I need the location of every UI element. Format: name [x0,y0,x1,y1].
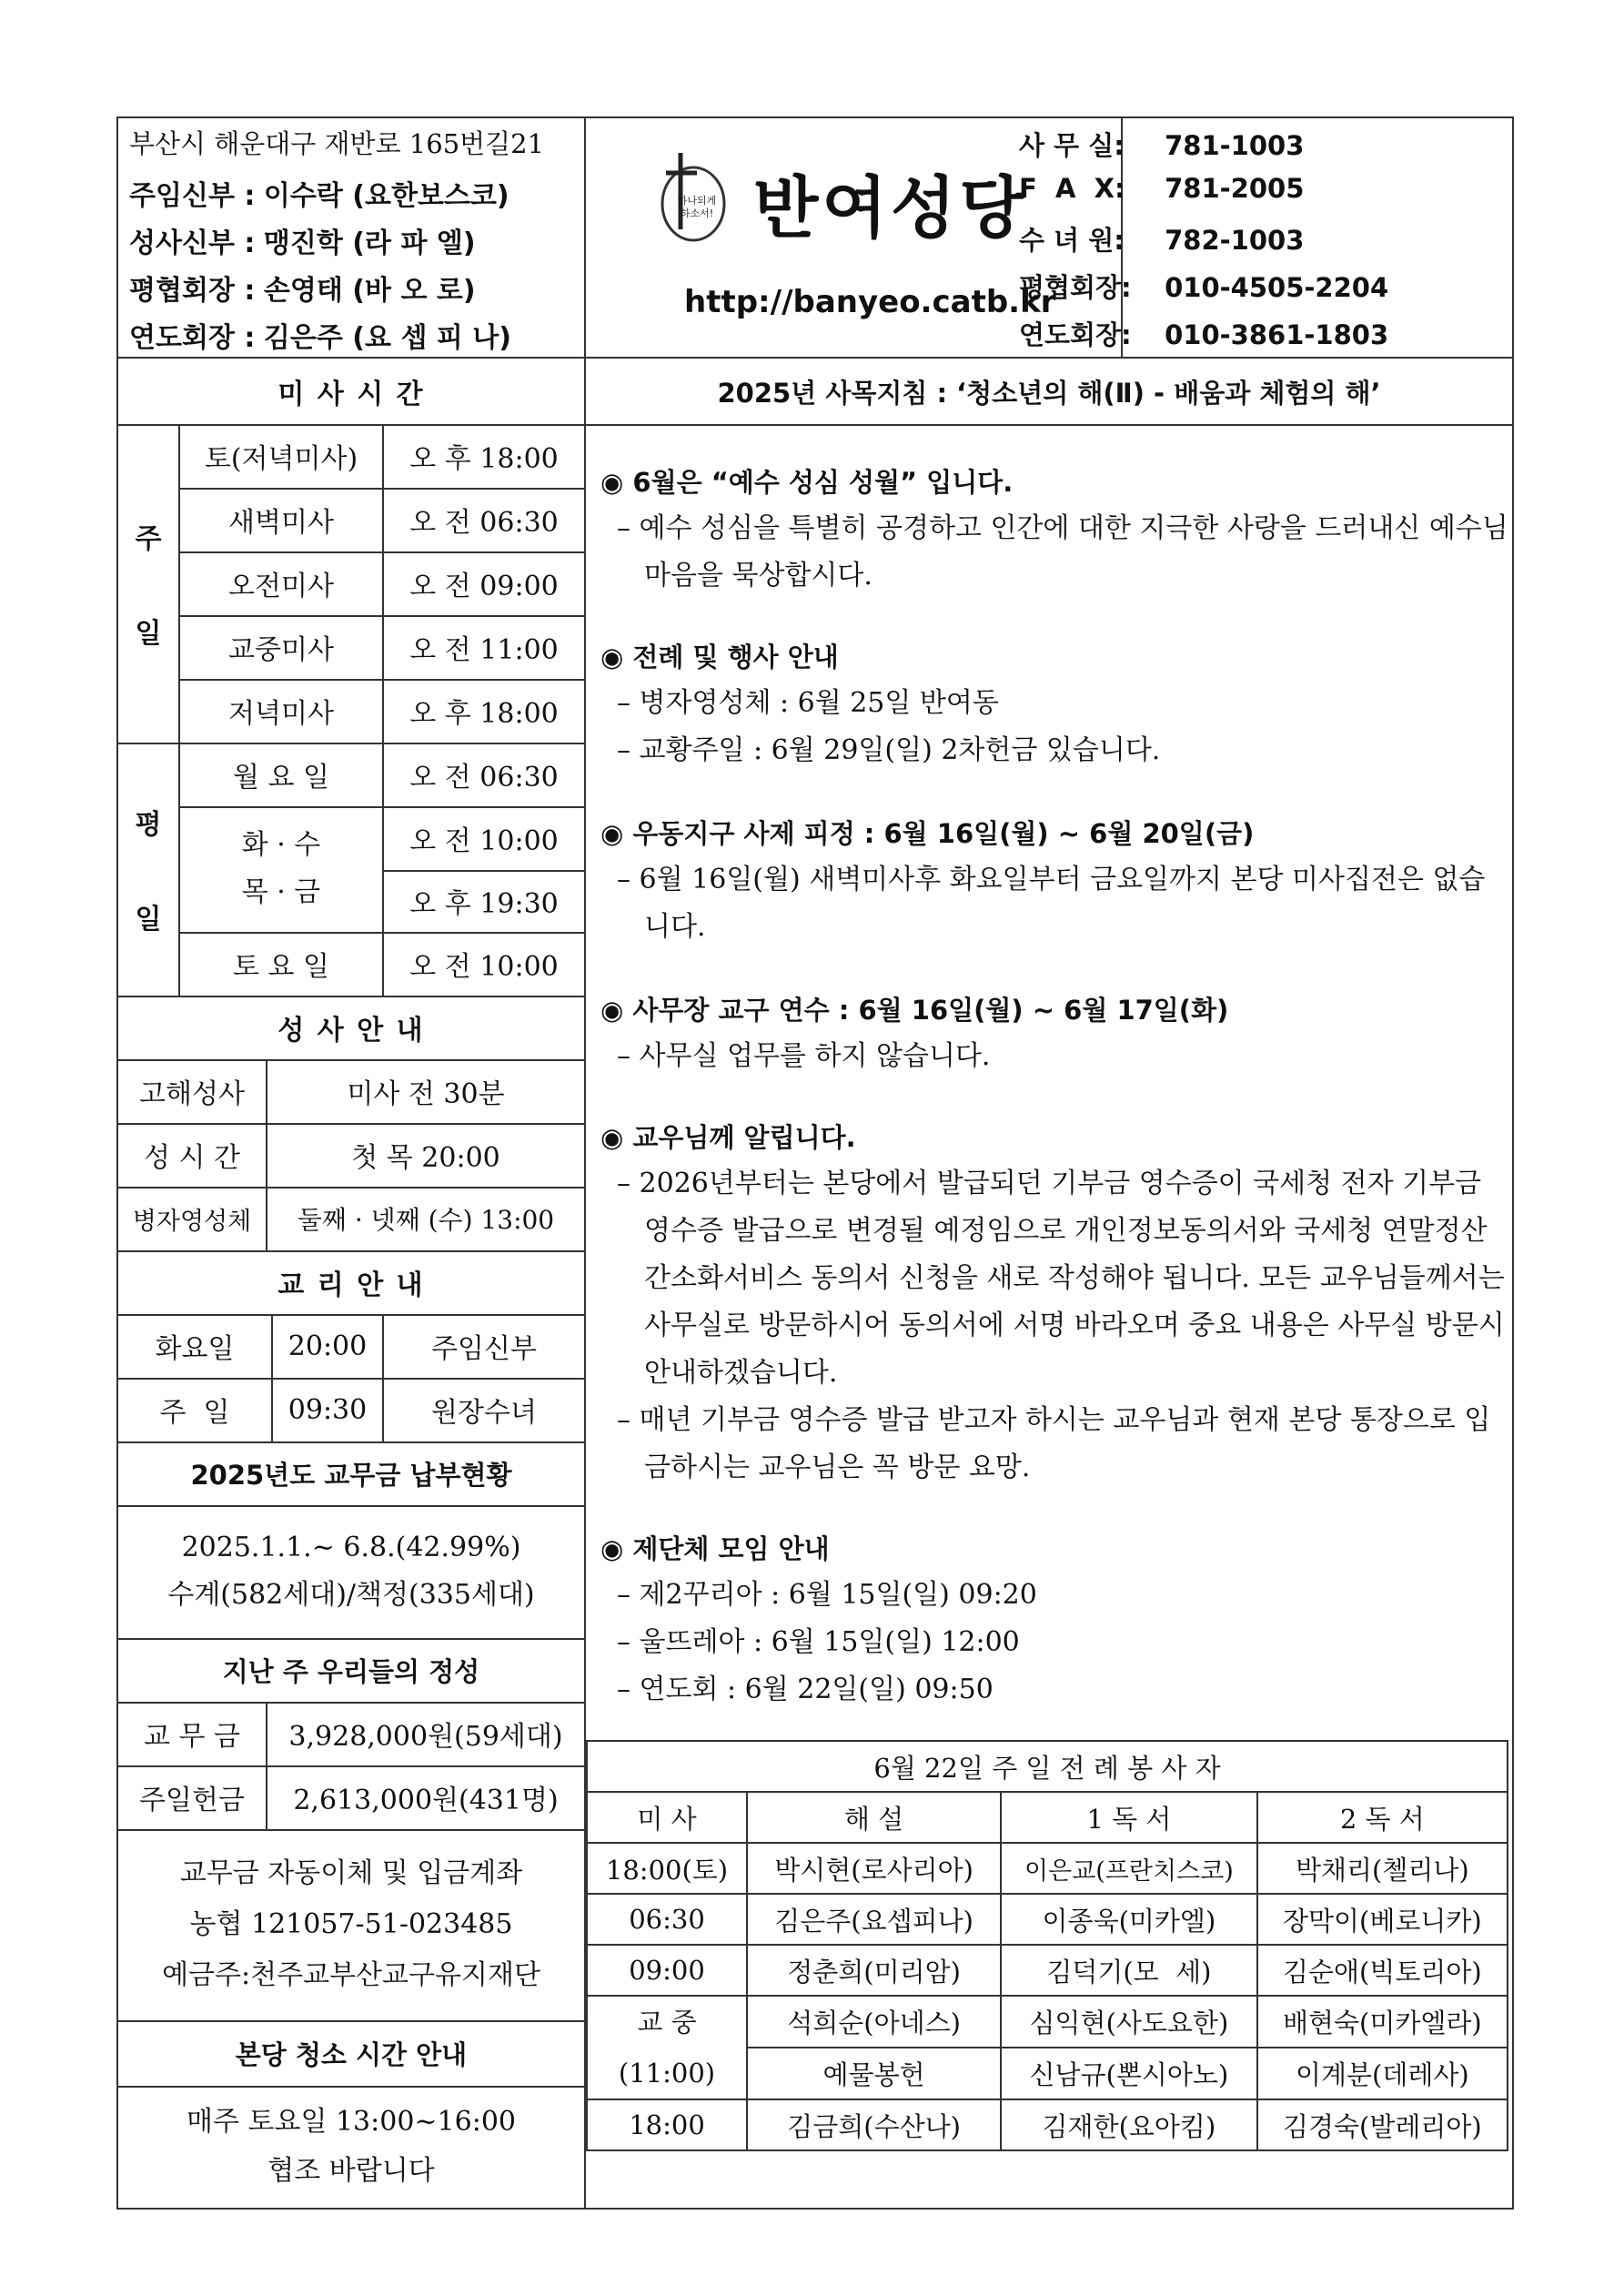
commentator-cell: 박시현(로사리아) [747,1843,1001,1894]
sacrament-name: 병자영성체 [132,1207,252,1236]
account-info: 교무금 자동이체 및 입금계좌 농협 121057-51-023485 예금주:천주교부산교구유지재단 [162,1857,540,1991]
offering-value: 2,613,000원(431명) [293,1785,559,1816]
doctrine-time: 20:00 [287,1330,368,1362]
reader1-cell: 김덕기(모 세) [1001,1945,1257,1996]
mass-cell: 18:00(토) [587,1843,747,1894]
sacrament-value: 첫 목 20:00 [351,1142,500,1174]
contact-fax: F A X: 781-2005 [1019,173,1305,204]
sacrament-title: 성 사 안 내 [277,1015,425,1047]
doctrine-day: 주 일 [159,1397,230,1429]
notice-training: ◉ 사무장 교구 연수 : 6월 16일(월) ~ 6월 17일(화) – 사무실 업무를 하지 않습니다. [600,995,1229,1072]
table-row [587,1843,1508,1894]
weekday-mass-name: 화 · 수 목 · 금 [241,829,321,908]
table-row [587,1945,1508,1996]
notice-liturgy: ◉ 전례 및 행사 안내 – 병자영성체 : 6월 25일 반여동 – 교황주일 : 6월 29일(일) 2차헌금 있습니다. [600,642,1161,766]
sunday-mass-name: 새벽미사 [228,507,334,539]
commentator-cell: 김금희(수산나) [747,2099,1001,2150]
column-header: 2 독 서 [1257,1792,1508,1843]
commentator-cell: 석희순(아네스) [747,1996,1001,2048]
sunday-mass-time: 오 전 06:30 [409,507,559,539]
staff-yeondo: 연도회장 : 김은주 (요 셉 피 나) [129,322,511,354]
logo-text: 하나되게 하소서! [677,195,717,219]
notice-retreat: ◉ 우동지구 사제 피정 : 6월 16일(월) ~ 6월 20일(금) – 6월 16일(월) 새벽미사후 화요일부터 금요일까지 본당 미사집전은 없습니다. [600,818,1486,943]
table-row [587,1894,1508,1945]
sacrament-value: 둘째 · 넷째 (수) 13:00 [297,1205,555,1235]
doctrine-teacher: 원장수녀 [431,1397,537,1429]
servers-title: 6월 22일 주 일 전 례 봉 사 자 [587,1741,1508,1792]
weekday-mass-time: 오 전 06:30 [409,762,559,794]
main-mass-cell: 교 중 (11:00) [587,1996,747,2099]
cleaning-info: 매주 토요일 13:00~16:00 협조 바랍니다 [186,2106,517,2187]
sunday-mass-name: 토(저녁미사) [204,443,358,475]
offering-name: 교 무 금 [143,1721,240,1753]
commentator-cell: 정춘희(미리암) [747,1945,1001,1996]
reader1-cell: 김재한(요아킴) [1001,2099,1257,2150]
weekday-mass-time: 오 후 19:30 [409,888,559,920]
reader1-cell: 이은교(프란치스코) [1001,1843,1257,1894]
notice-sacred-heart: ◉ 6월은 “예수 성심 성월” 입니다. – 예수 성심을 특별히 공경하고 인간에 대한 지극한 사랑을 드러내신 예수님 마음을 묵상합시다. [600,467,1508,592]
doctrine-title: 교 리 안 내 [277,1269,425,1301]
staff-pastor: 주임신부 : 이수락 (요한보스코) [129,180,509,212]
cleaning-title: 본당 청소 시간 안내 [235,2038,468,2070]
reader2-cell: 배현숙(미카엘라) [1257,1996,1508,2048]
mass-cell: 09:00 [587,1945,747,1996]
weekday-mass-time: 오 전 10:00 [409,951,559,983]
column-header: 해 설 [747,1792,1001,1843]
header-left [116,118,584,357]
church-logo-icon [653,147,730,248]
table-row [587,1792,1508,1843]
sacrament-value: 미사 전 30분 [347,1078,505,1110]
staff-council: 평협회장 : 손영태 (바 오 로) [129,275,476,307]
doctrine-teacher: 주임신부 [431,1333,537,1365]
church-address: 부산시 해운대구 재반로 165번길21 [129,128,545,159]
column-header: 미 사 [587,1792,747,1843]
sunday-mass-time: 오 후 18:00 [409,443,559,475]
sacrament-name: 성 시 간 [143,1142,240,1174]
sunday-mass-name: 저녁미사 [228,698,334,730]
column-header: 1 독 서 [1001,1792,1257,1843]
commentator-cell: 예물봉헌 [747,2048,1001,2099]
sacrament-name: 고해성사 [139,1078,245,1110]
church-url[interactable]: http://banyeo.catb.kr [684,284,1056,320]
dues-status: 2025.1.1.~ 6.8.(42.99%) 수계(582세대)/책정(335세대) [167,1532,535,1611]
offering-value: 3,928,000원(59세대) [288,1721,563,1753]
notice-groups: ◉ 제단체 모임 안내 – 제2꾸리아 : 6월 15일(일) 09:20 – 울뜨레아 : 6월 15일(일) 12:00 – 연도회 : 6월 22일(일) 09:50 [600,1533,1037,1705]
reader2-cell: 김순애(빅토리아) [1257,1945,1508,1996]
pastoral-motto: 2025년 사목지침 : ‘청소년의 해(Ⅱ) - 배움과 체험의 해’ [717,377,1381,409]
offering-name: 주일헌금 [139,1785,245,1816]
reader1-cell: 신남규(뽄시아노) [1001,2048,1257,2099]
servers-table [586,1740,1508,2151]
weekday-mass-time: 오 전 10:00 [409,825,559,857]
sunday-mass-time: 오 전 09:00 [409,571,559,602]
contact-yeondo: 연도회장: 010-3861-1803 [1019,319,1389,350]
offering-title: 지난 주 우리들의 정성 [222,1655,480,1687]
staff-priest: 성사신부 : 맹진학 (라 파 엘) [129,228,476,259]
mass-cell: 18:00 [587,2099,747,2150]
weekday-label: 평 일 [135,809,162,936]
contact-council: 평협회장: 010-4505-2204 [1019,272,1389,303]
dues-title: 2025년도 교무금 납부현황 [190,1459,512,1491]
sunday-mass-name: 교중미사 [228,634,334,666]
table-row [587,1741,1508,1792]
reader1-cell: 이종욱(미카엘) [1001,1894,1257,1945]
notice-parishioners: ◉ 교우님께 알립니다. – 2026년부터는 본당에서 발급되던 기부금 영수증이 국세청 전자 기부금 영수증 발급으로 변경될 예정임으로 개인정보동의서와 국세청 연말정산 간소화서비스 동의서 신청을 새로 작성해야 됩니다. 모든 교우님들께서는 사무실로 방문하시어 동의서에 서명 바라오며 중요 내용은 사무실 방문시 안내하겠습니다. – 매년 기부금 영수증 발급 받고자 하시는 교우님과 현재 본당 통장으로 입금하시는 교우님은 꼭 방문 요망. [600,1122,1505,1483]
weekday-mass-name: 월 요 일 [232,762,329,794]
sunday-mass-name: 오전미사 [228,571,334,602]
contact-office: 사 무 실: 781-1003 [1019,130,1305,161]
reader1-cell: 심익현(사도요한) [1001,1996,1257,2048]
sunday-mass-time: 오 후 18:00 [409,698,559,730]
sunday-mass-time: 오 전 11:00 [409,634,559,666]
reader2-cell: 박채리(첼리나) [1257,1843,1508,1894]
weekday-mass-name: 토 요 일 [232,951,329,983]
reader2-cell: 김경숙(발레리아) [1257,2099,1508,2150]
mass-cell: 06:30 [587,1894,747,1945]
church-name: 반여성당 [753,169,1028,248]
doctrine-day: 화요일 [155,1333,235,1365]
reader2-cell: 장막이(베로니카) [1257,1894,1508,1945]
table-row [587,2099,1508,2150]
contact-convent: 수 녀 원: 782-1003 [1019,225,1305,256]
reader2-cell: 이계분(데레사) [1257,2048,1508,2099]
table-row [587,1996,1508,2048]
doctrine-time: 09:30 [287,1393,368,1426]
sunday-label: 주 일 [135,523,162,650]
mass-schedule-title: 미 사 시 간 [277,379,425,410]
commentator-cell: 김은주(요셉피나) [747,1894,1001,1945]
